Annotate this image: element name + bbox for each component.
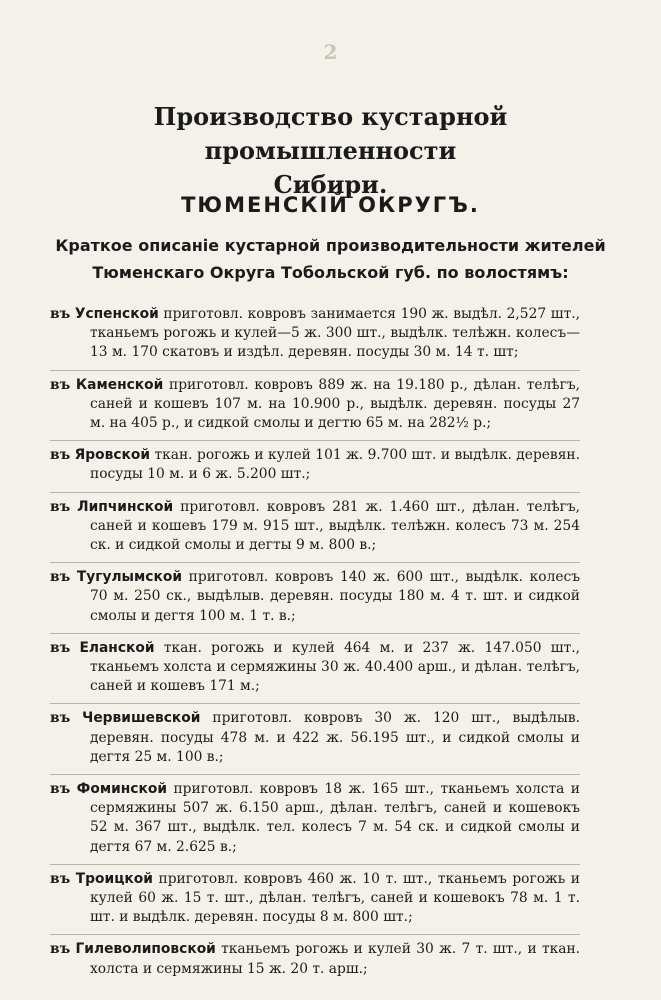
entry-prefix: въ <box>50 710 71 727</box>
subtitle-line-1: Краткое описаніе кустарной производительности жителей <box>55 236 606 255</box>
entry-prefix: въ <box>50 870 71 887</box>
entry-fominskaya <box>50 780 580 857</box>
entry-prefix: въ <box>50 376 71 393</box>
entry-text: приготовл. ковровъ 460 ж. 10 т. шт., тканьемъ рогожь и кулей 60 ж. 15 т. шт., дѣлан. телѣгъ, саней и кошевокъ 78 м. 1 т. шт. и выдѣлк. деревян. посуды 8 м. 800 шт.; <box>90 870 580 926</box>
entry-place: Тугулымской <box>76 569 182 586</box>
entry-prefix: въ <box>50 447 71 464</box>
entry-divider <box>50 633 580 634</box>
title-line-1: Производство кустарной промышленности <box>153 102 508 165</box>
entry-place: Фоминской <box>76 781 167 798</box>
entry-divider <box>50 440 580 441</box>
entry-place: Еланской <box>79 639 155 656</box>
entry-text: приготовл. ковровъ 30 ж. 120 шт., выдѣлыв. деревян. посуды 478 м. и 422 ж. 56.195 шт., и сидкой смолы и дегтя 25 м. 100 в.; <box>90 710 580 765</box>
title-line-2: Сибири. <box>273 170 388 199</box>
entry-divider <box>50 864 580 865</box>
entry-divider <box>50 774 580 775</box>
entry-place: Каменской <box>75 376 164 393</box>
entry-chervishevskaya <box>50 709 580 767</box>
subtitle-line-2: Тюменскаго Округа Тобольской губ. по волостямъ: <box>92 263 569 282</box>
entry-prefix: въ <box>50 639 71 656</box>
entry-text: приготовл. ковровъ 889 ж. на 19.180 р., дѣлан. телѣгъ, саней и кошевъ 107 м. на 10.900 р., выдѣлк. деревян. посуды 27 м. на 405 р., и сидкой смолы и дегтю 65 м. на 282½ р.; <box>90 376 580 432</box>
section-subtitle <box>40 232 621 286</box>
entry-text: приготовл. ковровъ 140 ж. 600 шт., выдѣлк. колесъ 70 м. 250 ск., выдѣлыв. деревян. посуды 180 м. 4 т. шт. и сидкой смолы и дегтя 100 м. 1 т. в.; <box>90 569 581 624</box>
entry-place: Успенской <box>74 306 159 322</box>
entry-text: ткан. рогожь и кулей 101 ж. 9.700 шт. и выдѣлк. деревян. посуды 10 м. и 6 ж. 5.200 шт.; <box>90 447 580 483</box>
entry-divider <box>50 562 580 563</box>
volost-entries <box>50 305 580 979</box>
entry-prefix: въ <box>50 306 71 322</box>
entry-gilevolipovskaya <box>50 940 580 978</box>
entry-text: приготовл. ковровъ занимается 190 ж. выдѣл. 2,527 шт., тканьемъ рогожь и кулей—5 ж. 300 шт., выдѣлк. телѣжн. колесъ—13 м. 170 скатовъ и издѣл. деревян. посуды 30 м. 14 т. шт; <box>90 306 580 361</box>
entry-place: Гилеволиповской <box>75 941 216 958</box>
entry-lipchinskaya <box>50 498 580 556</box>
entry-place: Яровской <box>74 447 151 464</box>
entry-text: приготовл. ковровъ 18 ж. 165 шт., тканьемъ холста и сермяжины 507 ж. 6.150 арш., дѣлан. телѣгъ, саней и кошевокъ 52 м. 367 шт., выдѣлк. тел. колесъ 7 м. 54 ск. и сидкой смолы и дегтя 67 м. 2.625 в.; <box>90 781 580 855</box>
entry-prefix: въ <box>50 941 71 958</box>
district-heading: ТЮМЕНСКІЙ ОКРУГЪ. <box>181 193 480 217</box>
entry-prefix: въ <box>50 569 71 586</box>
page-number: 2 <box>323 40 338 64</box>
entry-text: приготовл. ковровъ 281 ж. 1.460 шт., дѣлан. телѣгъ, саней и кошевъ 179 м. 915 шт., выдѣлк. телѣжн. колесъ 73 м. 254 ск. и сидкой смолы и дегты 9 м. 800 в.; <box>90 498 580 554</box>
entry-text: тканьемъ рогожь и кулей 30 ж. 7 т. шт., и ткан. холста и сермяжины 15 ж. 20 т. арш.; <box>90 941 581 977</box>
entry-yarovskaya <box>50 446 580 484</box>
entry-divider <box>50 492 580 493</box>
entry-tugulymskaya <box>50 568 580 626</box>
entry-divider <box>50 934 580 935</box>
entry-prefix: въ <box>50 498 71 515</box>
entry-text: ткан. рогожь и кулей 464 м. и 237 ж. 147.050 шт., тканьемъ холста и сермяжины 30 ж. 40.400 арш., и дѣлан. телѣгъ, саней и кошевъ 171 м.; <box>90 639 581 695</box>
entry-uspenskaya <box>50 305 580 363</box>
document-title <box>60 100 601 202</box>
entry-divider <box>50 370 580 371</box>
entry-elanskaya <box>50 639 580 697</box>
entry-place: Липчинской <box>77 498 174 515</box>
entry-place: Троицкой <box>75 870 153 887</box>
entry-divider <box>50 703 580 704</box>
entry-kamenskaya <box>50 376 580 434</box>
entry-troitskaya <box>50 870 580 928</box>
entry-prefix: въ <box>50 781 71 798</box>
entry-place: Червишевской <box>82 710 201 727</box>
